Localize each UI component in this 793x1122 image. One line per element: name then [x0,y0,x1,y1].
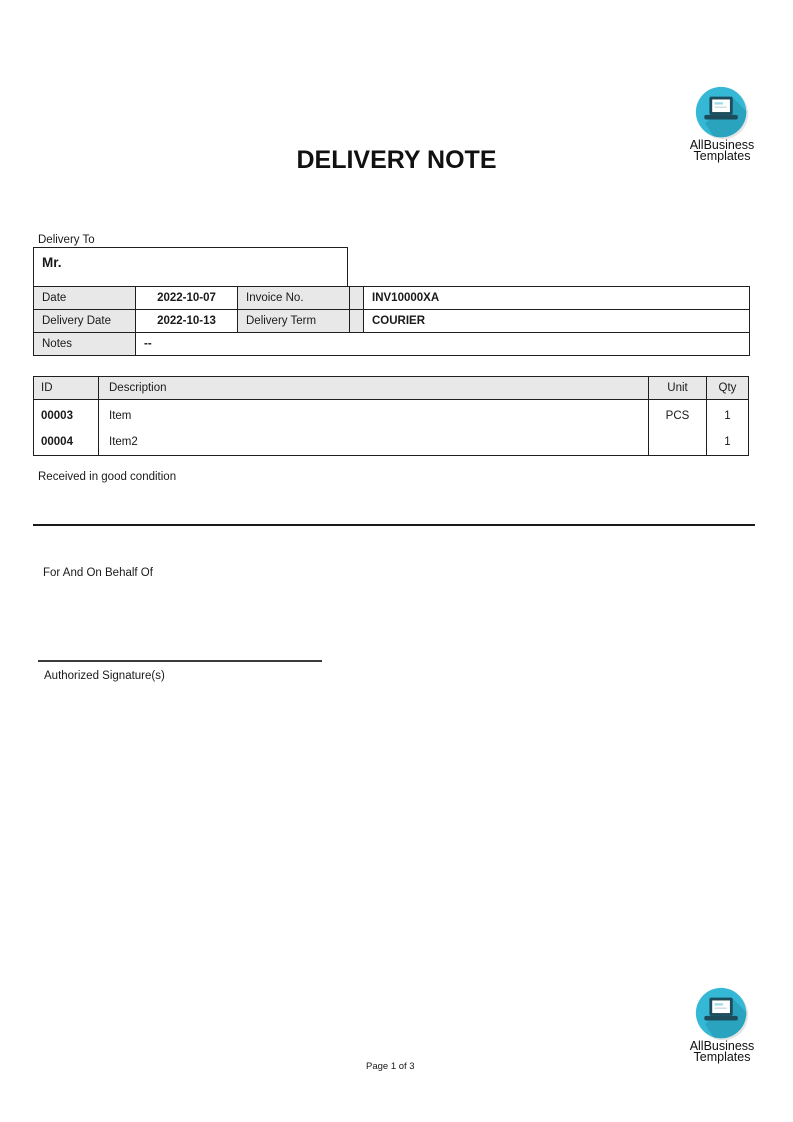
items-body-row [34,400,749,456]
item-qty: 1 [724,410,731,422]
info-row-notes [34,333,750,356]
logo-text-line1: AllBusiness [689,1039,755,1053]
column-qty-cell [707,400,749,456]
info-label-delivery-date: Delivery Date [34,310,136,333]
column-unit-cell [649,400,707,456]
header-unit: Unit [649,377,707,400]
laptop-icon [694,85,750,141]
column-description-cell [99,400,649,456]
info-value-notes: -- [136,333,750,356]
shipment-info-table [33,286,750,356]
signature-line [38,660,322,662]
item-unit [649,429,706,455]
laptop-icon [694,986,750,1042]
signature-label: Authorized Signature(s) [44,670,165,682]
page-number: Page 1 of 3 [366,1061,415,1072]
spacer-cell [350,287,364,310]
logo-text-line2: Templates [693,149,751,163]
separator-line [33,524,755,526]
info-label-delivery-term: Delivery Term [238,310,350,333]
allbusiness-logo-bottom [684,986,760,1064]
spacer-cell [350,310,364,333]
info-row-delivery-date [34,310,750,333]
info-value-delivery-date: 2022-10-13 [136,310,238,333]
info-value-invoice-no: INV10000XA [364,287,750,310]
recipient-box [33,247,348,287]
item-id: 00004 [41,436,73,448]
header-qty: Qty [707,377,749,400]
received-note: Received in good condition [38,471,177,483]
delivery-to-label: Delivery To [38,234,95,246]
behalf-label: For And On Behalf Of [43,567,153,579]
header-id: ID [34,377,99,400]
info-label-notes: Notes [34,333,136,356]
items-table [33,376,749,456]
info-label-date: Date [34,287,136,310]
item-description: Item [109,410,132,422]
allbusiness-logo-top [684,85,760,163]
item-qty: 1 [724,436,731,448]
item-id: 00003 [41,410,73,422]
info-value-date: 2022-10-07 [136,287,238,310]
info-row-date [34,287,750,310]
items-header-row [34,377,749,400]
logo-text-line2: Templates [693,1050,751,1064]
info-label-invoice-no: Invoice No. [238,287,350,310]
header-description: Description [99,377,649,400]
page-title: DELIVERY NOTE [296,146,497,174]
item-unit: PCS [665,410,690,422]
item-description: Item2 [109,436,138,448]
logo-text-line1: AllBusiness [689,138,755,152]
recipient-name: Mr. [42,255,62,270]
column-id-cell [34,400,99,456]
info-value-delivery-term: COURIER [364,310,750,333]
